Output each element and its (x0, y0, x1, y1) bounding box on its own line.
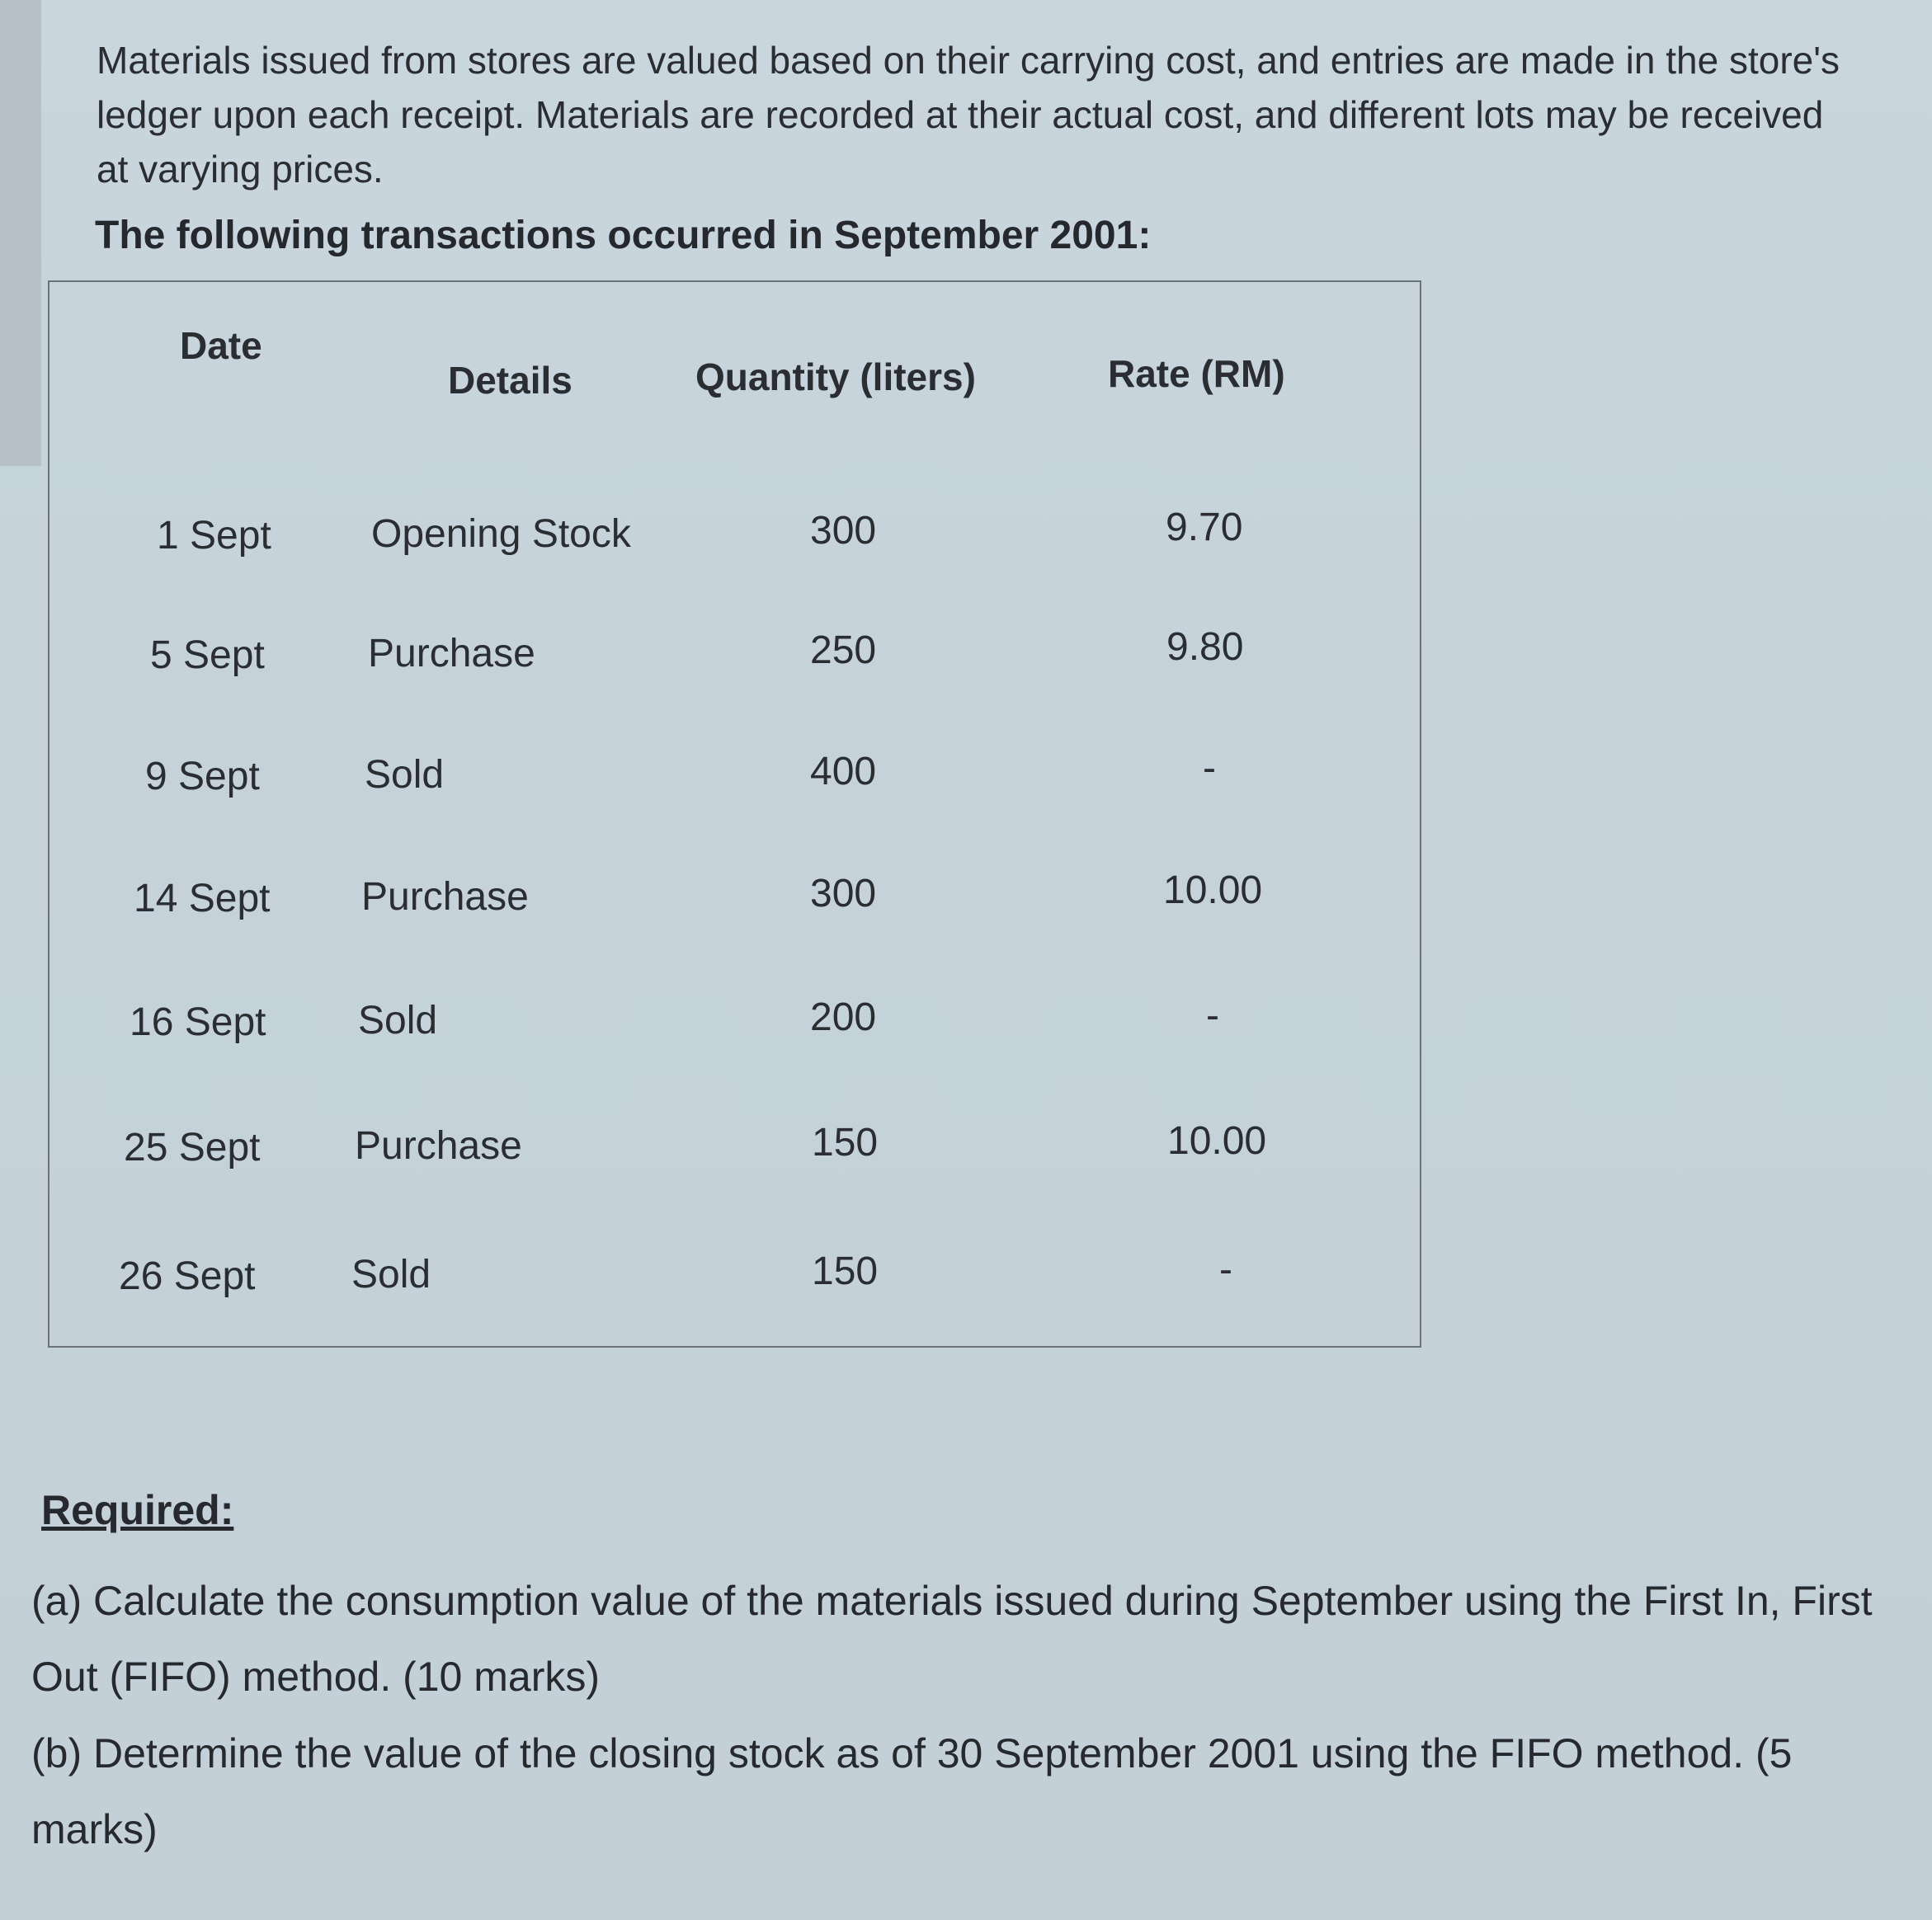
background-strip (0, 0, 41, 466)
row-2-rate: 9.80 (1166, 625, 1244, 669)
row-1-rate: 9.70 (1166, 506, 1243, 549)
row-5-rate: - (1206, 994, 1219, 1038)
row-3-details: Sold (365, 753, 445, 797)
transactions-table (48, 280, 1421, 1348)
row-5-quantity: 200 (810, 995, 877, 1039)
row-6-quantity: 150 (812, 1121, 879, 1165)
question-b: (b) Determine the value of the closing stock as of 30 September 2001 using the FIFO method. (5 marks) (31, 1730, 1793, 1852)
row-1-quantity: 300 (810, 509, 877, 553)
row-1-details: Opening Stock (371, 512, 631, 556)
transactions-heading: The following transactions occurred in September 2001: (95, 214, 1152, 257)
header-details: Details (448, 359, 573, 402)
row-7-details: Sold (351, 1253, 431, 1296)
row-4-date: 14 Sept (134, 877, 271, 920)
row-2-details: Purchase (368, 632, 535, 675)
row-3-quantity: 400 (810, 750, 877, 793)
row-4-rate: 10.00 (1163, 868, 1263, 912)
row-6-details: Purchase (355, 1124, 522, 1168)
intro-paragraph: Materials issued from stores are valued based on their carrying cost, and entries are made in the store's ledger upon each receipt. Materials are recorded at their actual cost, and different lots may be received at varying prices. (97, 39, 1840, 191)
header-quantity: Quantity (liters) (695, 355, 976, 398)
row-3-date: 9 Sept (145, 755, 260, 798)
row-6-rate: 10.00 (1167, 1119, 1267, 1163)
question-a: (a) Calculate the consumption value of the materials issued during September using the First In, First Out (FIFO) method. (10 marks) (31, 1578, 1873, 1700)
row-6-date: 25 Sept (124, 1126, 261, 1169)
row-5-date: 16 Sept (130, 1000, 266, 1044)
row-7-date: 26 Sept (119, 1254, 256, 1298)
required-heading: Required: (41, 1487, 234, 1533)
row-4-details: Purchase (361, 875, 529, 919)
row-5-details: Sold (358, 999, 438, 1042)
row-1-date: 1 Sept (157, 514, 271, 558)
row-4-quantity: 300 (810, 872, 877, 915)
row-2-quantity: 250 (810, 628, 877, 672)
row-7-rate: - (1219, 1248, 1232, 1292)
row-7-quantity: 150 (812, 1249, 879, 1293)
row-2-date: 5 Sept (150, 633, 265, 677)
row-3-rate: - (1203, 746, 1216, 790)
header-rate: Rate (RM) (1108, 352, 1285, 395)
header-date: Date (180, 324, 262, 367)
